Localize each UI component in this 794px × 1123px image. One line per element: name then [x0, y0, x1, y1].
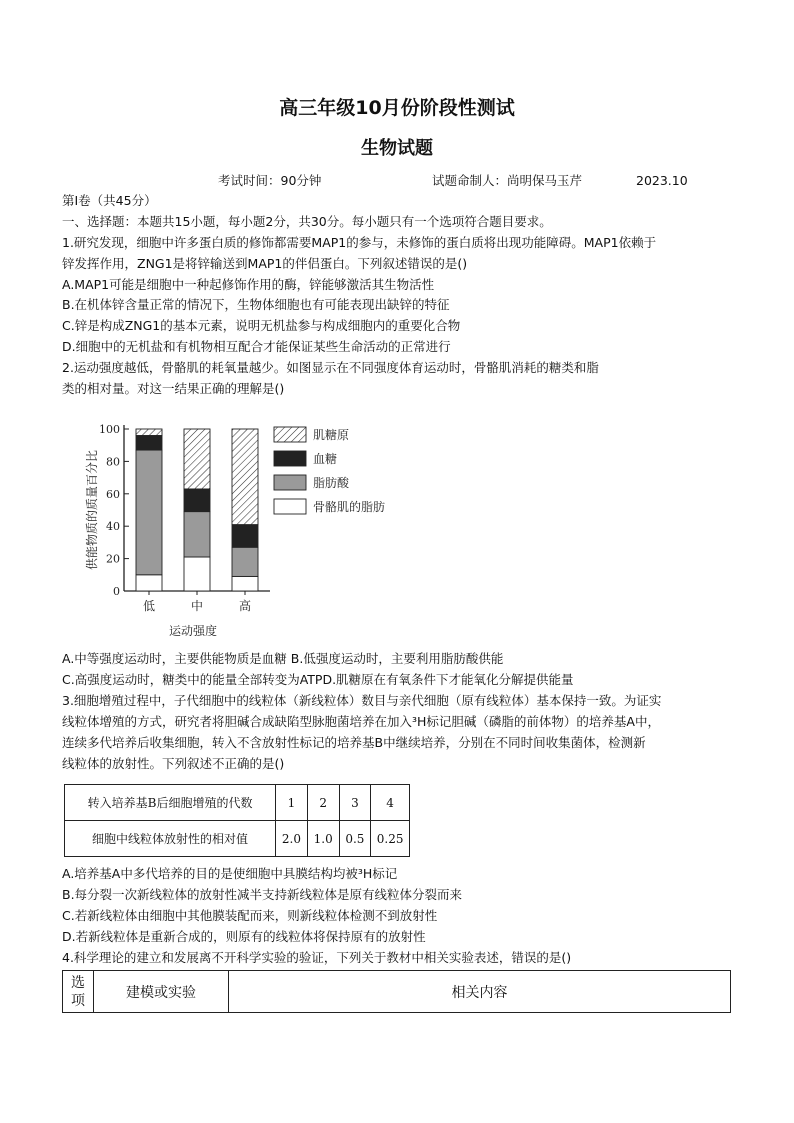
y-tick-label: 0 [113, 585, 120, 598]
table-row [63, 971, 731, 1013]
x-tick-label: 高 [238, 599, 252, 613]
q3-option-c: C.若新线粒体由细胞中其他膜装配而来，则新线粒体检测不到放射性 [62, 908, 438, 923]
bar-segment [232, 429, 258, 525]
subject-title: 生物试题 [361, 138, 433, 159]
energy-source-chart [60, 404, 412, 636]
y-tick-label: 80 [106, 455, 120, 469]
table-cell: 0.5 [339, 821, 371, 857]
q3-stem-line2: 线粒体增殖的方式，研究者将胆碱合成缺陷型脉胞菌培养在加入³H标记胆碱（磷脂的前体物）的培养基A中， [62, 714, 660, 729]
table-cell: 细胞中线粒体放射性的相对值 [65, 821, 276, 857]
y-tick-label: 60 [106, 487, 120, 501]
exam-author: 试题命制人：尚明保马玉芹 [432, 173, 583, 188]
bar-segment [184, 512, 210, 557]
q1-stem-line2: 锌发挥作用，ZNG1是将锌输送到MAP1的伴侣蛋白。下列叙述错误的是() [62, 256, 468, 271]
table-cell: 4 [371, 785, 410, 821]
legend-label: 骨骼肌的脂肪 [313, 500, 386, 514]
bar-segment [184, 429, 210, 489]
bar-segment [232, 576, 258, 591]
q1-stem-line1: 1.研究发现，细胞中许多蛋白质的修饰都需要MAP1的参与，未修饰的蛋白质将出现功能障碍。MAP1依赖于 [62, 235, 657, 250]
q3-option-b: B.每分裂一次新线粒体的放射性减半支持新线粒体是原有线粒体分裂而来 [62, 887, 463, 902]
q3-option-a: A.培养基A中多代培养的目的是使细胞中具膜结构均被³H标记 [62, 866, 398, 881]
section-instructions: 一、选择题：本题共15小题，每小题2分，共30分。每小题只有一个选项符合题目要求。 [62, 214, 552, 229]
exam-date: 2023.10 [636, 173, 688, 188]
exam-title: 高三年级10月份阶段性测试 [279, 97, 515, 119]
bar-segment [232, 547, 258, 576]
y-tick-label: 20 [106, 552, 120, 566]
q2-stem-line2: 类的相对量。对这一结果正确的理解是() [62, 381, 285, 396]
table-header-option [63, 971, 94, 1013]
x-axis-label: 运动强度 [168, 624, 218, 636]
q3-stem-line1: 3.细胞增殖过程中，子代细胞中的线粒体（新线粒体）数目与亲代细胞（原有线粒体）基本保持一致。为证实 [62, 693, 662, 708]
bar-segment [184, 557, 210, 591]
section-heading: 第Ⅰ卷（共45分） [62, 193, 157, 208]
bar-segment [136, 429, 162, 435]
table-header-experiment: 建模或实验 [94, 971, 229, 1013]
bar-segment [136, 435, 162, 450]
table-cell: 转入培养基B后细胞增殖的代数 [65, 785, 276, 821]
legend-swatch [274, 427, 306, 442]
legend-label: 脂肪酸 [313, 476, 350, 490]
table-cell: 2 [307, 785, 339, 821]
table-cell: 2.0 [276, 821, 308, 857]
q4-stem: 4.科学理论的建立和发展离不开科学实验的验证，下列关于教材中相关实验表述，错误的是() [62, 950, 572, 965]
table-row [65, 785, 410, 821]
table-row [65, 821, 410, 857]
table-cell: 0.25 [371, 821, 410, 857]
legend-swatch [274, 451, 306, 466]
legend-swatch [274, 499, 306, 514]
y-tick-label: 100 [99, 423, 120, 436]
experiment-table [62, 970, 731, 1013]
bar-segment [136, 575, 162, 591]
q1-option-d: D.细胞中的无机盐和有机物相互配合才能保证某些生命活动的正常进行 [62, 339, 451, 354]
q3-stem-line4: 线粒体的放射性。下列叙述不正确的是() [62, 756, 285, 771]
q2-stem-line1: 2.运动强度越低，骨骼肌的耗氧量越少。如图显示在不同强度体育运动时，骨骼肌消耗的糖类和脂 [62, 360, 599, 375]
exam-time: 考试时间：90分钟 [218, 173, 322, 188]
table-cell: 3 [339, 785, 371, 821]
table-header-option-text: 选项 [71, 974, 85, 1009]
legend-label: 肌糖原 [313, 428, 350, 442]
q3-option-d: D.若新线粒体是重新合成的，则原有的线粒体将保持原有的放射性 [62, 929, 426, 944]
legend-swatch [274, 475, 306, 490]
bar-segment [136, 450, 162, 575]
q2-options-ab: A.中等强度运动时，主要供能物质是血糖 B.低强度运动时，主要利用脂肪酸供能 [62, 651, 504, 666]
table-cell: 1.0 [307, 821, 339, 857]
x-tick-label: 低 [142, 599, 156, 613]
x-tick-label: 中 [190, 599, 204, 613]
q3-stem-line3: 连续多代培养后收集细胞，转入不含放射性标记的培养基B中继续培养，分别在不同时间收集菌体，检测新 [62, 735, 646, 750]
table-header-content: 相关内容 [229, 971, 731, 1013]
q2-options-cd: C.高强度运动时，糖类中的能量全部转变为ATPD.肌糖原在有氧条件下才能氧化分解提供能量 [62, 672, 574, 687]
y-axis-label: 供能物质的质量百分比 [85, 449, 99, 571]
q1-option-b: B.在机体锌含量正常的情况下，生物体细胞也有可能表现出缺锌的特征 [62, 297, 450, 312]
bar-segment [184, 489, 210, 512]
y-tick-label: 40 [106, 520, 120, 534]
table-cell: 1 [276, 785, 308, 821]
q1-option-a: A.MAP1可能是细胞中一种起修饰作用的酶，锌能够激活其生物活性 [62, 277, 435, 292]
q1-option-c: C.锌是构成ZNG1的基本元素，说明无机盐参与构成细胞内的重要化合物 [62, 318, 461, 333]
mitochondria-table [64, 784, 410, 857]
legend-label: 血糖 [313, 452, 338, 466]
bar-segment [232, 525, 258, 548]
